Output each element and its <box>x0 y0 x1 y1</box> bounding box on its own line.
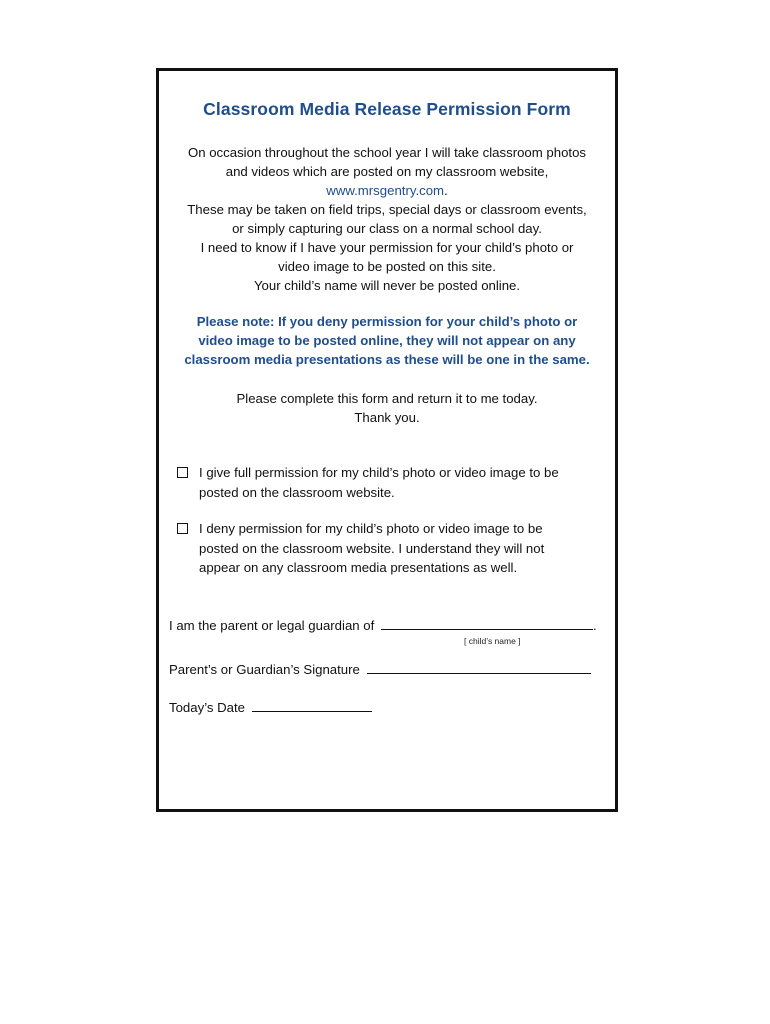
signature-label: Parent’s or Guardian’s Signature <box>169 662 360 677</box>
guardian-label: I am the parent or legal guardian of <box>169 618 375 633</box>
thank-you-line: Thank you. <box>354 410 420 425</box>
date-field <box>169 699 372 715</box>
note-line: Please note: If you deny permission for your child’s photo or <box>196 314 578 329</box>
child-name-blank[interactable] <box>381 617 593 630</box>
deny-permission-checkbox[interactable] <box>177 523 188 534</box>
date-blank[interactable] <box>252 699 372 712</box>
note-paragraph <box>163 312 611 369</box>
form-title: Classroom Media Release Permission Form <box>203 99 571 119</box>
intro-line: and videos which are posted on my classroom website, <box>225 164 549 179</box>
option-line: posted on the classroom website. I understand they will not <box>199 540 545 556</box>
note-line: classroom media presentations as these will be one in the same. <box>184 352 590 367</box>
give-permission-text <box>199 463 597 502</box>
intro-line: video image to be posted on this site. <box>278 259 496 274</box>
option-line: appear on any classroom media presentations as well. <box>199 560 518 575</box>
intro-paragraph <box>165 143 609 295</box>
intro-line: I need to know if I have your permission for your child’s photo or <box>200 240 574 255</box>
complete-instructions <box>159 389 615 427</box>
date-label: Today’s Date <box>169 700 245 715</box>
option-line: I give full permission for my child’s photo or video image to be <box>199 465 559 480</box>
intro-line: or simply capturing our class on a normal school day. <box>232 221 542 236</box>
signature-field <box>169 661 591 677</box>
intro-line: Your child’s name will never be posted online. <box>253 278 521 293</box>
guardian-field <box>169 617 597 633</box>
option-line: I deny permission for my child’s photo or video image to be <box>199 521 543 536</box>
note-line: video image to be posted online, they will not appear on any <box>198 333 576 348</box>
permission-form <box>156 68 618 812</box>
deny-permission-option[interactable] <box>177 519 597 578</box>
intro-line: These may be taken on field trips, special days or classroom events, <box>187 202 587 217</box>
intro-link-line <box>165 181 609 200</box>
guardian-end-punct: . <box>592 618 597 633</box>
child-name-caption: [ child’s name ] <box>464 636 521 646</box>
give-permission-checkbox[interactable] <box>177 467 188 478</box>
website-link[interactable]: www.mrsgentry.com <box>326 183 445 198</box>
deny-permission-text <box>199 519 597 578</box>
website-link-punct: . <box>444 183 448 198</box>
give-permission-option[interactable] <box>177 463 597 502</box>
intro-line: On occasion throughout the school year I will take classroom photos <box>187 145 587 160</box>
option-line: posted on the classroom website. <box>199 484 395 500</box>
complete-line: Please complete this form and return it to me today. <box>236 391 538 406</box>
signature-blank[interactable] <box>367 661 591 674</box>
